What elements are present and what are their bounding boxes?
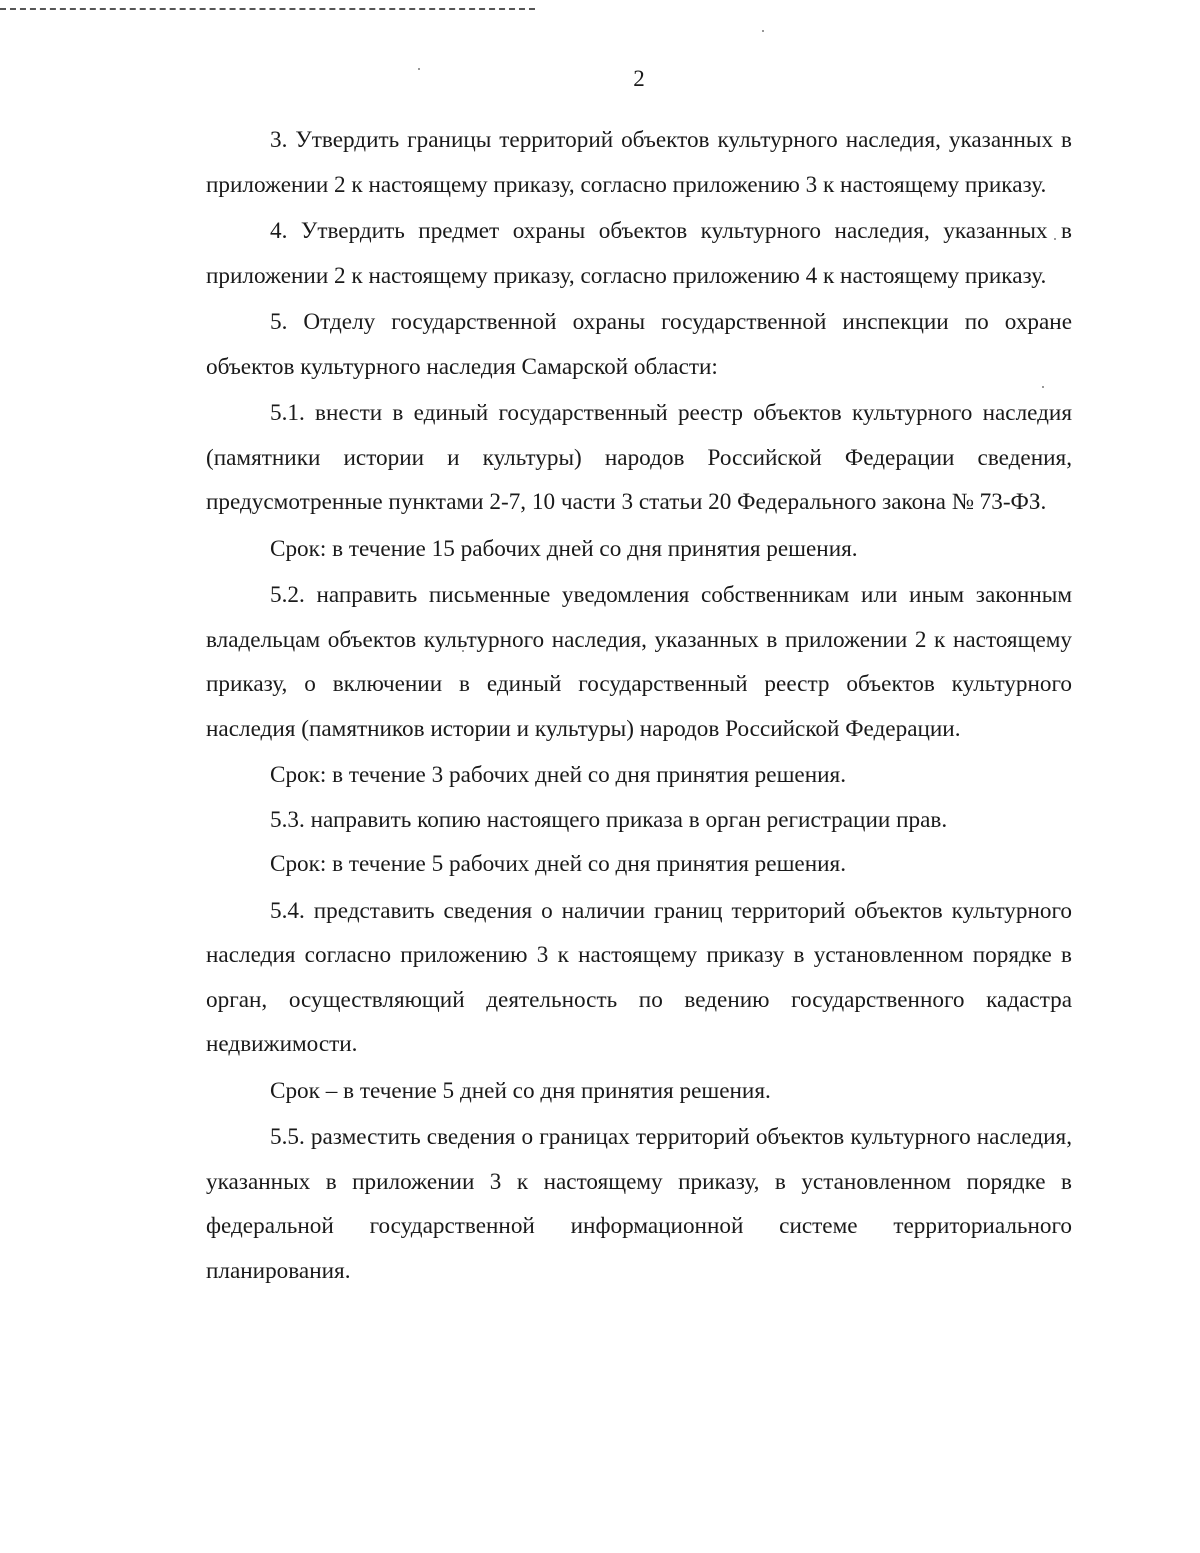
paragraph-5-3: 5.3. направить копию настоящего приказа в орган регистрации прав. — [270, 806, 948, 833]
paragraph-5-4: 5.4. представить сведения о наличии границ территорий объектов культурного наследия согласно приложению 3 к настоящему приказу в установленном порядке в орган, осуществляющий деятельность по ведению государственного кадастра недвижимости. — [206, 897, 1072, 1057]
paragraph-5: 5. Отделу государственной охраны государственной инспекции по охране объектов культурного наследия Самарской области: — [206, 309, 1072, 380]
deadline-5-3: Срок: в течение 5 рабочих дней со дня принятия решения. — [270, 851, 846, 877]
scan-speck — [762, 30, 764, 32]
deadline-5-1: Срок: в течение 15 рабочих дней со дня принятия решения. — [270, 535, 858, 562]
paragraph-5-1: 5.1. внести в единый государственный реестр объектов культурного наследия (памятники истории и культуры) народов Российской Федерации сведения, предусмотренные пунктами 2-7, 10 части 3 статьи 20 Федерального закона № 73-ФЗ. — [206, 400, 1072, 515]
document-body — [206, 118, 1072, 1293]
paragraph-5-2: 5.2. направить письменные уведомления собственникам или иным законным владельцам объектов культурного наследия, указанных в приложении 2 к настоящему приказу, о включении в единый государственный реестр объектов культурного наследия (памятников истории и культуры) народов Российской Федерации. — [206, 582, 1072, 742]
paragraph-3: 3. Утвердить границы территорий объектов культурного наследия, указанных в приложении 2 к настоящему приказу, согласно приложению 3 к настоящему приказу. — [206, 127, 1072, 198]
deadline-5-4: Срок – в течение 5 дней со дня принятия решения. — [270, 1077, 771, 1104]
paragraph-5-5: 5.5. разместить сведения о границах территорий объектов культурного наследия, указанных в приложении 3 к настоящему приказу, в установленном порядке в федеральной государственной информационной системе территориального планирования. — [206, 1124, 1072, 1284]
scan-edge-dashes — [0, 8, 535, 10]
page-number: 2 — [633, 66, 645, 91]
deadline-5-2: Срок: в течение 3 рабочих дней со дня принятия решения. — [270, 762, 846, 788]
paragraph-4: 4. Утвердить предмет охраны объектов культурного наследия, указанных в приложении 2 к настоящему приказу, согласно приложению 4 к настоящему приказу. — [206, 218, 1072, 289]
